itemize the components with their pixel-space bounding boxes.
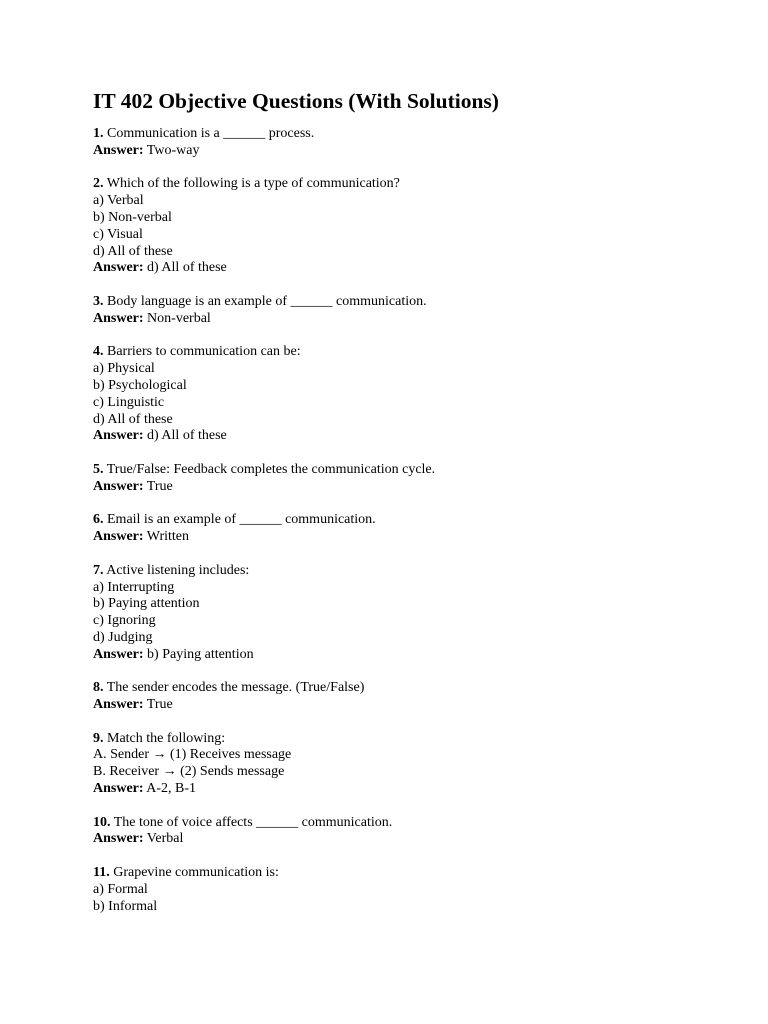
question-list bbox=[93, 126, 733, 915]
question-item bbox=[93, 176, 733, 277]
question-number: 4. bbox=[93, 344, 104, 360]
question-item bbox=[93, 512, 733, 546]
question-text: True/False: Feedback completes the communication cycle. bbox=[106, 461, 436, 477]
answer-value: A-2, B-1 bbox=[146, 781, 197, 797]
question-stem bbox=[93, 865, 733, 882]
question-text: Barriers to communication can be: bbox=[107, 344, 301, 360]
answer-line bbox=[93, 260, 733, 277]
answer-label: Answer: bbox=[93, 260, 144, 276]
question-option: a) Physical bbox=[93, 361, 155, 377]
question-item bbox=[93, 731, 733, 798]
question-number: 9. bbox=[93, 730, 104, 746]
question-stem bbox=[93, 815, 733, 832]
question-option: d) All of these bbox=[93, 243, 173, 259]
answer-value: Written bbox=[146, 529, 189, 545]
question-stem bbox=[93, 512, 733, 529]
answer-line bbox=[93, 143, 733, 160]
question-text: Email is an example of ______ communication. bbox=[107, 512, 376, 528]
answer-value: b) Paying attention bbox=[147, 646, 254, 662]
answer-value: True bbox=[146, 478, 173, 494]
question-item bbox=[93, 680, 733, 714]
question-item bbox=[93, 815, 733, 849]
question-option: b) Psychological bbox=[93, 377, 187, 393]
question-text: Active listening includes: bbox=[106, 562, 250, 578]
question-option: b) Informal bbox=[93, 898, 158, 914]
answer-label: Answer: bbox=[93, 831, 144, 847]
question-stem bbox=[93, 731, 733, 748]
question-item bbox=[93, 294, 733, 328]
answer-line bbox=[93, 781, 733, 798]
question-stem bbox=[93, 176, 733, 193]
answer-line bbox=[93, 831, 733, 848]
answer-label: Answer: bbox=[93, 478, 144, 494]
question-number: 10. bbox=[93, 814, 111, 830]
answer-line bbox=[93, 311, 733, 328]
answer-line bbox=[93, 697, 733, 714]
question-stem bbox=[93, 294, 733, 311]
question-option: a) Formal bbox=[93, 881, 148, 897]
question-item bbox=[93, 865, 733, 915]
document-title: IT 402 Objective Questions (With Solutions) bbox=[93, 89, 499, 113]
question-option: c) Ignoring bbox=[93, 613, 156, 629]
answer-label: Answer: bbox=[93, 142, 144, 158]
answer-value: d) All of these bbox=[147, 428, 227, 444]
question-text: Match the following: bbox=[107, 730, 226, 746]
question-option: d) Judging bbox=[93, 629, 153, 645]
answer-label: Answer: bbox=[93, 529, 144, 545]
question-stem bbox=[93, 563, 733, 580]
question-text: The tone of voice affects ______ communication. bbox=[113, 814, 393, 830]
question-stem bbox=[93, 344, 733, 361]
question-number: 11. bbox=[93, 865, 110, 881]
question-text: Grapevine communication is: bbox=[113, 865, 279, 881]
answer-value: True bbox=[146, 697, 173, 713]
question-option: c) Linguistic bbox=[93, 394, 165, 410]
answer-line bbox=[93, 529, 733, 546]
answer-label: Answer: bbox=[93, 310, 144, 326]
answer-value: d) All of these bbox=[147, 260, 227, 276]
question-option: a) Verbal bbox=[93, 193, 144, 209]
answer-line bbox=[93, 428, 733, 445]
question-number: 3. bbox=[93, 293, 104, 309]
question-text: The sender encodes the message. (True/False) bbox=[106, 680, 365, 696]
question-item bbox=[93, 344, 733, 445]
answer-value: Non-verbal bbox=[147, 310, 211, 326]
question-option: b) Paying attention bbox=[93, 596, 200, 612]
answer-label: Answer: bbox=[93, 697, 144, 713]
answer-line bbox=[93, 479, 733, 496]
question-item bbox=[93, 126, 733, 160]
question-stem bbox=[93, 680, 733, 697]
answer-value: Two-way bbox=[146, 142, 200, 158]
answer-line bbox=[93, 647, 733, 664]
question-text: Communication is a ______ process. bbox=[107, 126, 315, 141]
question-stem bbox=[93, 126, 733, 143]
question-text: Body language is an example of ______ communication. bbox=[107, 293, 427, 309]
question-stem bbox=[93, 462, 733, 479]
question-number: 6. bbox=[93, 512, 104, 528]
answer-value: Verbal bbox=[146, 831, 184, 847]
question-item bbox=[93, 563, 733, 664]
question-number: 7. bbox=[93, 562, 104, 578]
question-item bbox=[93, 462, 733, 496]
question-number: 1. bbox=[93, 126, 104, 141]
document-page bbox=[93, 86, 733, 932]
question-option: b) Non-verbal bbox=[93, 209, 172, 225]
answer-label: Answer: bbox=[93, 646, 144, 662]
question-number: 8. bbox=[93, 680, 104, 696]
question-number: 5. bbox=[93, 461, 104, 477]
question-option: c) Visual bbox=[93, 226, 143, 242]
question-number: 2. bbox=[93, 176, 104, 192]
question-option: d) All of these bbox=[93, 411, 173, 427]
answer-label: Answer: bbox=[93, 428, 144, 444]
question-text: Which of the following is a type of communication? bbox=[106, 176, 400, 192]
answer-label: Answer: bbox=[93, 781, 144, 797]
question-option: a) Interrupting bbox=[93, 579, 175, 595]
question-option: B. Receiver → (2) Sends message bbox=[93, 764, 285, 780]
question-option: A. Sender → (1) Receives message bbox=[93, 747, 292, 763]
